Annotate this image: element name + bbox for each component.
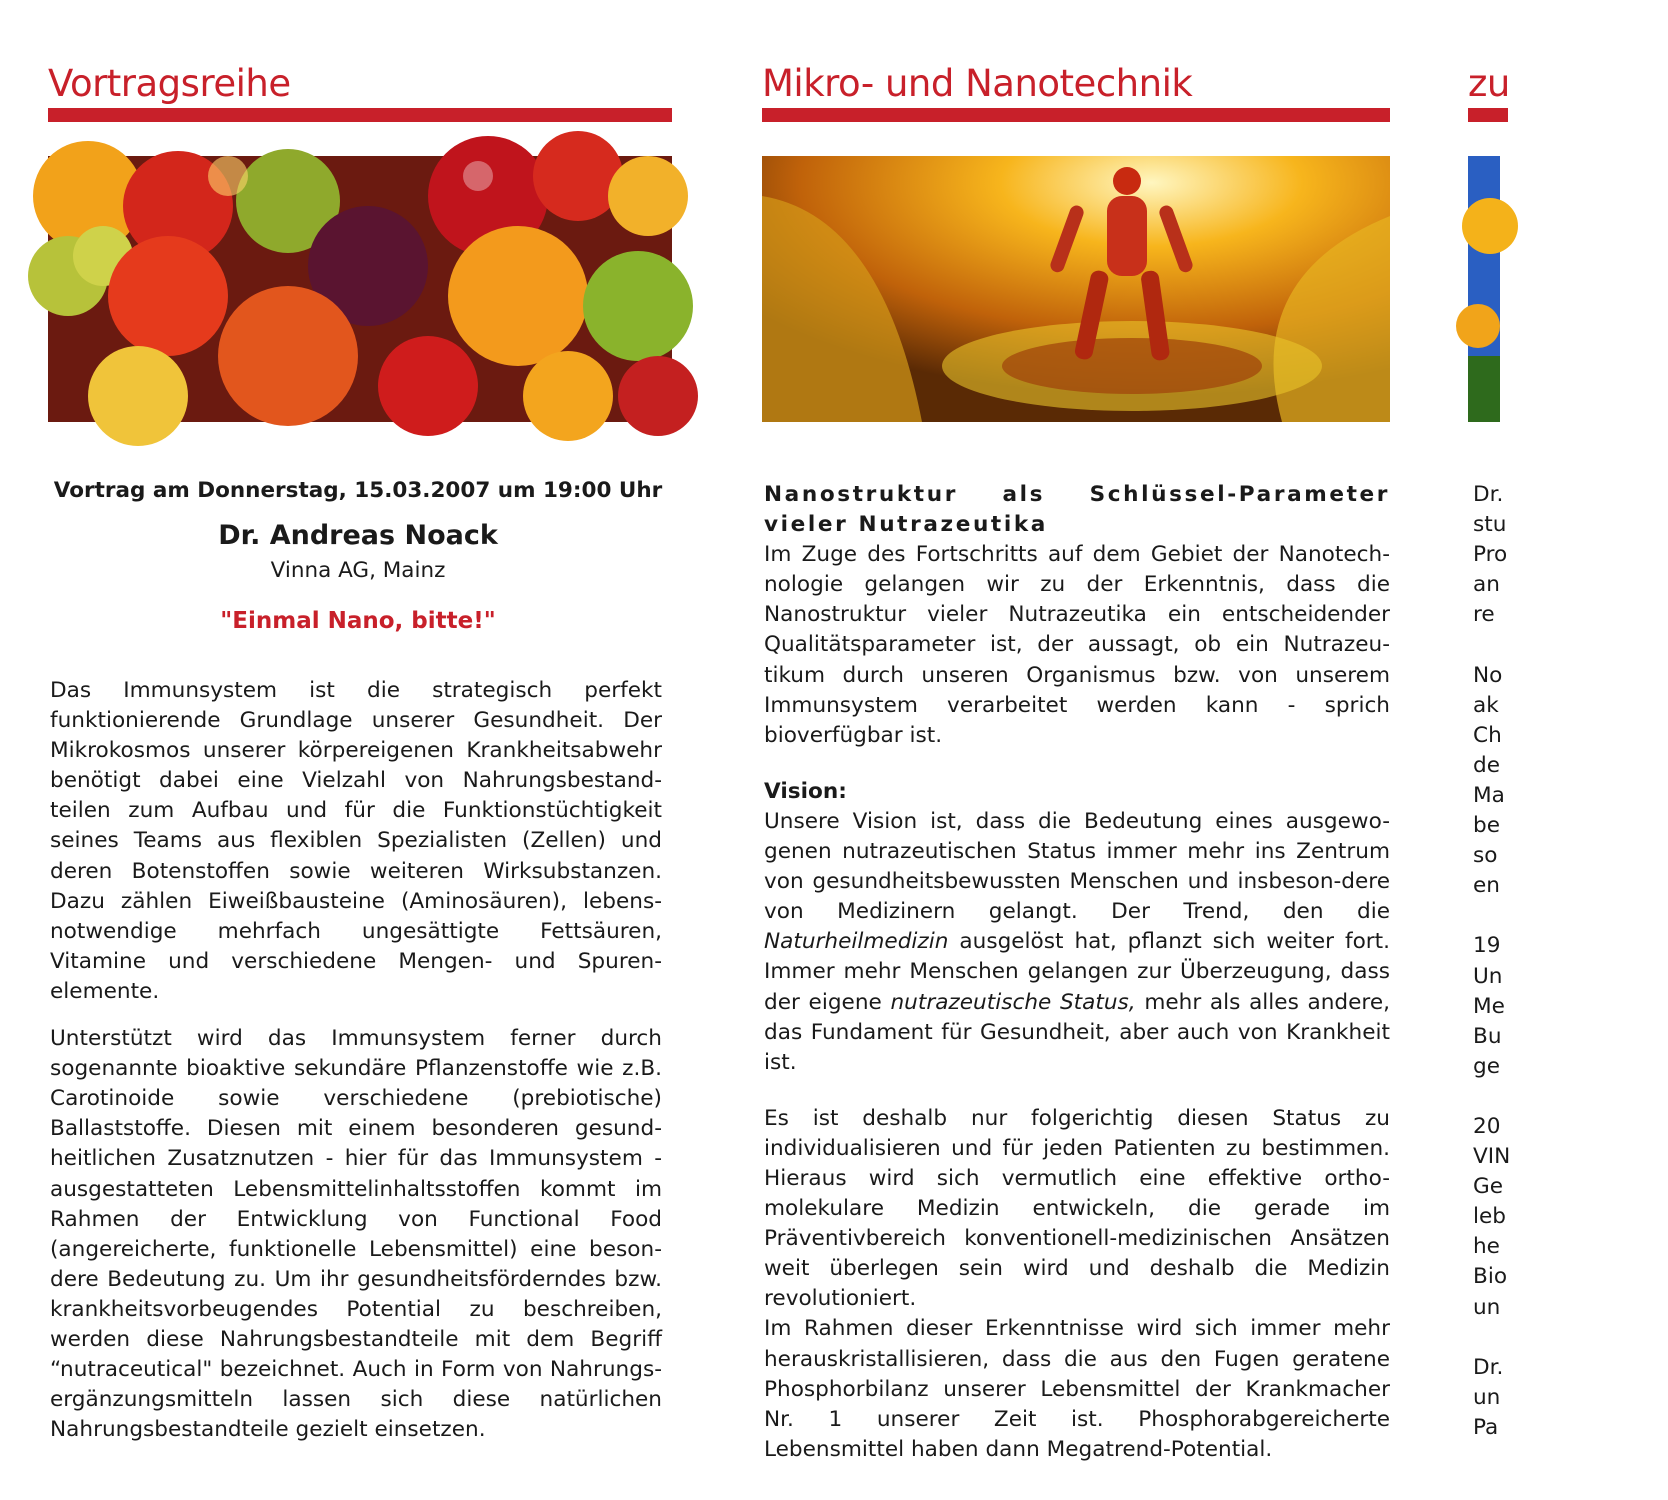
text-fragment: Bio <box>1473 1264 1508 1290</box>
event-date-line: Vortrag am Donnerstag, 15.03.2007 um 19:00 Uhr <box>53 478 663 503</box>
text-fragment: ak <box>1473 692 1499 718</box>
text-fragment: Dr. <box>1473 1354 1504 1380</box>
subheading: Nanostruktur als Schlüssel-Parameter vieler Nutrazeutika <box>764 482 1390 538</box>
paragraph: Das Immunsystem ist die strategisch perfekt funktionierende Grundlage unserer Gesundheit. Der Mikrokosmos unserer körpereigenen Krankheitsabwehr benötigt dabei eine Vielzahl von Nahrungsbestand-teilen zum Aufbau und für die Funktionstüchtigkeit seines Teams aus flexiblen Spezialisten (Zellen) und deren Botenstoffen sowie weiteren Wirksubstanzen. Dazu zählen Eiweißbausteine (Aminosäuren), lebens-notwendige mehrfach ungesättigte Fettsäuren, Vitamine und verschiedene Mengen- und Spuren-elemente. <box>50 678 662 1004</box>
text-fragment <box>1473 901 1510 931</box>
text-fragment: Un <box>1473 963 1503 989</box>
text-fragment: un <box>1473 1294 1501 1320</box>
section-heading: Mikro- und Nanotechnik <box>762 62 1193 105</box>
heading-rule <box>1468 108 1508 122</box>
text-fragment: ge <box>1473 1053 1500 1079</box>
text-fragment: VIN <box>1473 1144 1511 1170</box>
nano-figure-image <box>762 156 1390 422</box>
text-fragment: he <box>1473 1234 1500 1260</box>
section-heading: Vortragsreihe <box>48 62 291 105</box>
speaker-name: Dr. Andreas Noack <box>218 520 498 551</box>
paragraph: Im Rahmen dieser Erkenntnisse wird sich immer mehr herauskristallisieren, dass die aus den Fugen geratene Phosphorbilanz unserer Lebensmittel der Krankmacher Nr. 1 unserer Zeit ist. Phosphorabgereicherte Lebensmittel haben dann Megatrend-Potential. <box>764 1316 1390 1462</box>
text-fragment: Pro <box>1473 542 1508 568</box>
text-fragment: so <box>1473 843 1498 869</box>
text-fragment: Ge <box>1473 1174 1504 1200</box>
paragraph: Unterstützt wird das Immunsystem ferner durch sogenannte bioaktive sekundäre Pflanzenstoffe wie z.B. Carotinoide sowie verschiedene (prebiotische) Ballaststoffe. Diesen mit einem besonderen gesund-heitlichen Zusatznutzen - hier für das Immunsystem - ausgestatteten Lebensmittelinhaltsstoffen kommt im Rahmen der Entwicklung von Functional Food (angereicherte, funktionelle Lebensmittel) eine beson-dere Bedeutung zu. Um ihr gesundheitsförderndes bzw. krankheitsvorbeugendes Potential zu beschreiben, werden diese Nahrungsbestandteile mit dem Begriff “nutraceutical" bezeichnet. Auch in Form von Nahrungs-ergänzungsmitteln lassen sich diese natürlichen Nahrungsbestandteile gezielt einsetzen. <box>50 1026 662 1443</box>
cut-off-text <box>1473 480 1510 1443</box>
vision-label: Vision: <box>764 778 847 804</box>
text-fragment: Pa <box>1473 1414 1499 1440</box>
text-fragment: stu <box>1473 512 1507 538</box>
heading-rule <box>48 108 672 122</box>
speaker-affiliation: Vinna AG, Mainz <box>270 558 446 583</box>
text-fragment: Dr. <box>1473 482 1504 507</box>
text-fragment: 20 <box>1473 1113 1501 1139</box>
text-fragment: Bu <box>1473 1023 1502 1049</box>
text-fragment: Me <box>1473 993 1505 1019</box>
text-fragment: de <box>1473 752 1500 778</box>
text-fragment <box>1473 1323 1510 1353</box>
text-fragment: en <box>1473 873 1500 899</box>
text-fragment: be <box>1473 813 1500 839</box>
text-fragment: an <box>1473 572 1500 598</box>
text-fragment: re <box>1473 602 1495 628</box>
vision-paragraph: Unsere Vision ist, dass die Bedeutung eines ausgewo-genen nutrazeutischen Status immer mehr ins Zentrum von gesundheitsbewussten Menschen und insbeson-dere von Medizinern gelangt. Der Trend, den die Naturheilmedizin ausgelöst hat, pflanzt sich weiter fort. Immer mehr Menschen gelangen zur Überzeugung, dass der eigene nutrazeutische Status, mehr als alles andere, das Fundament für Gesundheit, aber auch von Krankheit ist. <box>764 808 1390 1075</box>
paragraph: Im Zuge des Fortschritts auf dem Gebiet der Nanotech-nologie gelangen wir zu der Erkenntnis, dass die Nanostruktur vieler Nutrazeutika ein entscheidender Qualitätsparameter ist, der aussagt, ob ein Nutrazeu-tikum durch unseren Organismus bzw. von unserem Immunsystem verarbeitet werden kann - sprich bioverfügbar ist. <box>764 542 1390 748</box>
heading-rule <box>762 108 1390 122</box>
text-fragment <box>1473 630 1510 660</box>
column1-body <box>50 676 662 1445</box>
text-fragment <box>1473 1082 1510 1112</box>
text-fragment: No <box>1473 662 1503 688</box>
column2-body <box>764 480 1390 1465</box>
text-fragment: Ch <box>1473 722 1502 748</box>
paragraph: Es ist deshalb nur folgerichtig diesen Status zu individualisieren und für jeden Patienten zu bestimmen. Hieraus wird sich vermutlich eine effektive ortho-molekulare Medizin entwickeln, die gerade im Präventivbereich konventionell-medizinischen Ansätzen weit überlegen sein wird und deshalb die Medizin revolutioniert. <box>764 1105 1390 1312</box>
talk-title: "Einmal Nano, bitte!" <box>220 608 496 634</box>
text-fragment: Ma <box>1473 782 1505 808</box>
text-fragment: 19 <box>1473 933 1501 959</box>
text-fragment: un <box>1473 1384 1501 1410</box>
section-heading: zu <box>1468 62 1510 105</box>
fruits-image <box>48 156 672 422</box>
text-fragment: leb <box>1473 1204 1506 1230</box>
flowers-image <box>1468 156 1500 422</box>
